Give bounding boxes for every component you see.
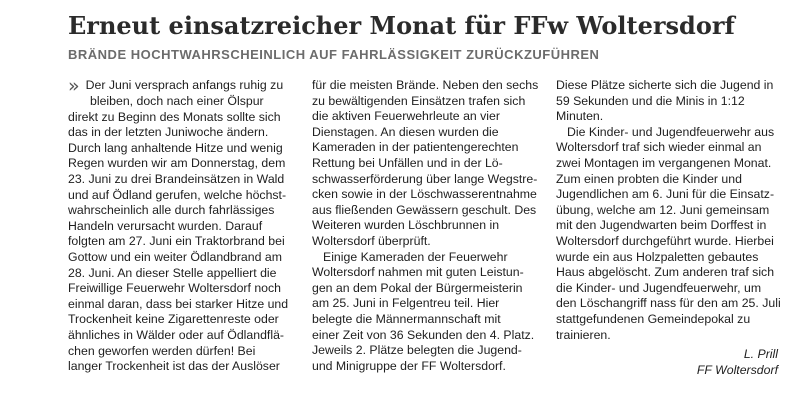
paragraph — [68, 75, 289, 375]
text-line: Einige Kameraden der Feuerwehr — [323, 249, 508, 264]
article-column-3 — [556, 78, 781, 378]
article-title: Erneut einsatzreicher Monat für FFw Woltersdorf — [68, 11, 735, 40]
text-line: wahrscheinlich alle durch fahrlässiges — [68, 203, 275, 218]
article-column-2 — [312, 78, 539, 374]
text-line: Kameraden in der patientengerechten — [312, 140, 519, 155]
signature-organization: FF Woltersdorf — [696, 362, 778, 377]
text-line: Regen wurden wir am Donnerstag, dem — [68, 156, 286, 171]
text-line: ähnliches in Wälder oder auf Ödlandflä- — [68, 327, 285, 342]
article-column-1 — [68, 75, 289, 375]
quote-mark-icon: » — [68, 75, 80, 97]
paragraph — [556, 78, 778, 125]
text-line: Durch lang anhaltende Hitze und wenig — [68, 140, 283, 155]
text-line: trainieren. — [556, 327, 611, 342]
text-line: Rettung bei Unfällen und in der Lö- — [312, 155, 503, 170]
text-line: am 25. Juni in Felgentreu teil. Hier — [312, 296, 500, 311]
article-signature — [556, 347, 778, 378]
text-line: Haus abgelöscht. Zum anderen traf sich — [556, 265, 775, 280]
text-line: 23. Juni zu drei Brandeinsätzen in Wald — [68, 171, 285, 186]
text-line: Minuten. — [556, 109, 604, 124]
text-line: langer Trockenheit ist das der Auslöser — [68, 359, 280, 374]
text-line: wurde ein aus Holzpaletten gebautes — [556, 249, 759, 264]
text-line: Jeweils 2. Plätze belegten die Jugend- — [312, 343, 522, 358]
text-line: die Kinder- und Jugendfeuerwehr, um — [556, 280, 762, 295]
text-line: folgten am 27. Juni ein Traktorbrand bei — [68, 234, 285, 249]
text-line: zu bewältigenden Einsätzen trafen sich — [312, 93, 526, 108]
text-line: Gottow und ein weiter Ödlandbrand am — [68, 249, 282, 264]
text-line: den Löschangriff nass für den am 25. Juli — [556, 296, 781, 311]
text-line: mit den Jugendwarten beim Dorffest in — [556, 218, 767, 233]
text-line: Weiteren wurden Löschbrunnen in — [312, 218, 500, 233]
text-line: Handeln verursacht wurden. Darauf — [68, 218, 263, 233]
text-line: Jugendlichen am 6. Juni für die Einsatz- — [556, 187, 775, 202]
text-line: stattgefundenen Gemeindepokal zu — [556, 311, 751, 326]
text-line: chen geworfen werden dürfen! Bei — [68, 343, 256, 358]
text-line: für die meisten Brände. Neben den sechs — [312, 78, 539, 92]
text-line: schwasserförderung über lange Wegstre- — [312, 171, 538, 186]
paragraph — [312, 249, 535, 375]
text-line: Die Kinder- und Jugendfeuerwehr aus — [567, 124, 775, 139]
text-line: das in der letzten Juniwoche ändern. — [68, 125, 269, 140]
text-line: übung, welche am 12. Juni gemeinsam — [556, 202, 770, 217]
text-line: und Minigruppe der FF Woltersdorf. — [312, 358, 506, 373]
text-line: Woltersdorf traf sich wieder einmal an — [556, 140, 762, 155]
text-line: Dienstagen. An diesen wurden die — [312, 124, 499, 139]
text-line: gen an dem Pokal der Bürgermeisterin — [312, 280, 523, 295]
text-line: 28. Juni. An dieser Stelle appelliert die — [68, 265, 277, 280]
text-line: Freiwillige Feuerwehr Woltersdorf noch — [68, 281, 281, 296]
text-line: und auf Ödland gerufen, welche höchst- — [68, 187, 287, 202]
text-line: 59 Sekunden und die Minis in 1:12 — [556, 93, 745, 108]
text-line: Woltersdorf überprüft. — [312, 233, 431, 248]
text-line: Woltersdorf durchgeführt wurde. Hierbei — [556, 233, 774, 248]
article-subtitle: BRÄNDE HOCHTWAHRSCHEINLICH AUF FAHRLÄSSIGKEIT ZURÜCKZUFÜHREN — [68, 47, 600, 62]
text-line: einmal daran, dass bei starker Hitze und — [68, 296, 289, 311]
text-line: zwei Montagen im vergangenen Monat. — [556, 155, 772, 170]
text-line: belegte die Männermannschaft mit — [312, 311, 501, 326]
text-line: Trockenheit keine Zigarettenreste oder — [68, 312, 279, 327]
text-line — [68, 75, 288, 97]
text-line: direkt zu Beginn des Monats sollte sich — [68, 109, 281, 124]
paragraph — [312, 78, 539, 250]
text-segment: Der Juni versprach anfangs ruhig zu — [85, 78, 284, 92]
text-line: einer Zeit von 36 Sekunden den 4. Platz. — [312, 327, 535, 342]
text-line: Diese Plätze sicherte sich die Jugend in — [556, 78, 774, 92]
text-line: Woltersdorf nahmen mit guten Leistun- — [312, 265, 524, 280]
signature-author: L. Prill — [743, 347, 778, 362]
text-line: aus fließenden Gewässern geschult. Des — [312, 202, 537, 217]
paragraph — [556, 124, 781, 343]
text-line: bleiben, doch nach einer Ölspur — [90, 94, 264, 108]
text-line: Zum einen probten die Kinder und — [556, 171, 742, 186]
text-line: die aktiven Feuerwehrleute an vier — [312, 109, 500, 124]
text-line: cken sowie in der Löschwasserentnahme — [312, 187, 537, 202]
